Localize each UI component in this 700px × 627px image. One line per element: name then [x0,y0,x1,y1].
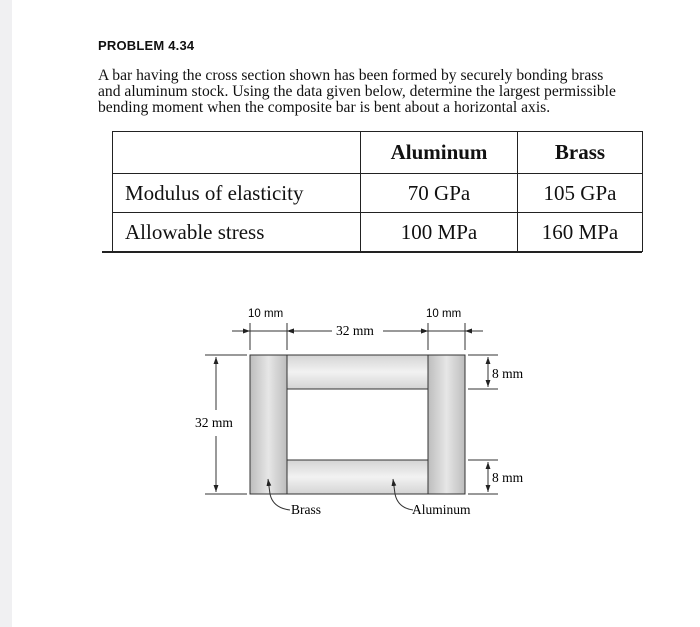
problem-line: A bar having the cross section shown has been formed by securely bonding brass [98,67,604,84]
brass-left-block [250,355,287,494]
aluminum-bottom-flange [287,460,428,494]
dim-middle-width-label: 32 mm [336,323,374,338]
aluminum-top-flange [287,355,428,389]
problem-line: and aluminum stock. Using the data given below, determine the largest permissible [98,83,616,100]
dim-bottom-flange-label: 8 mm [492,470,524,485]
dim-height-label: 32 mm [195,415,233,430]
cell-aluminum: 100 MPa [361,213,518,252]
brass-label: Brass [291,502,321,517]
cell-brass: 105 GPa [518,174,643,213]
problem-title: PROBLEM 4.34 [98,38,195,53]
cell-aluminum: 70 GPa [361,174,518,213]
table-header-aluminum: Aluminum [361,132,518,174]
row-label: Modulus of elasticity [113,174,361,213]
problem-line: bending moment when the composite bar is bent about a horizontal axis. [98,99,551,116]
hollow-core [287,389,428,460]
cell-brass: 160 MPa [518,213,643,252]
brass-right-block [428,355,465,494]
aluminum-label: Aluminum [412,502,471,517]
dim-right-width-label: 10 mm [426,308,462,320]
dim-top-flange-label: 8 mm [492,366,524,381]
dim-left-width-label: 10 mm [248,308,284,320]
row-label: Allowable stress [113,213,361,252]
table-header-brass: Brass [518,132,643,174]
